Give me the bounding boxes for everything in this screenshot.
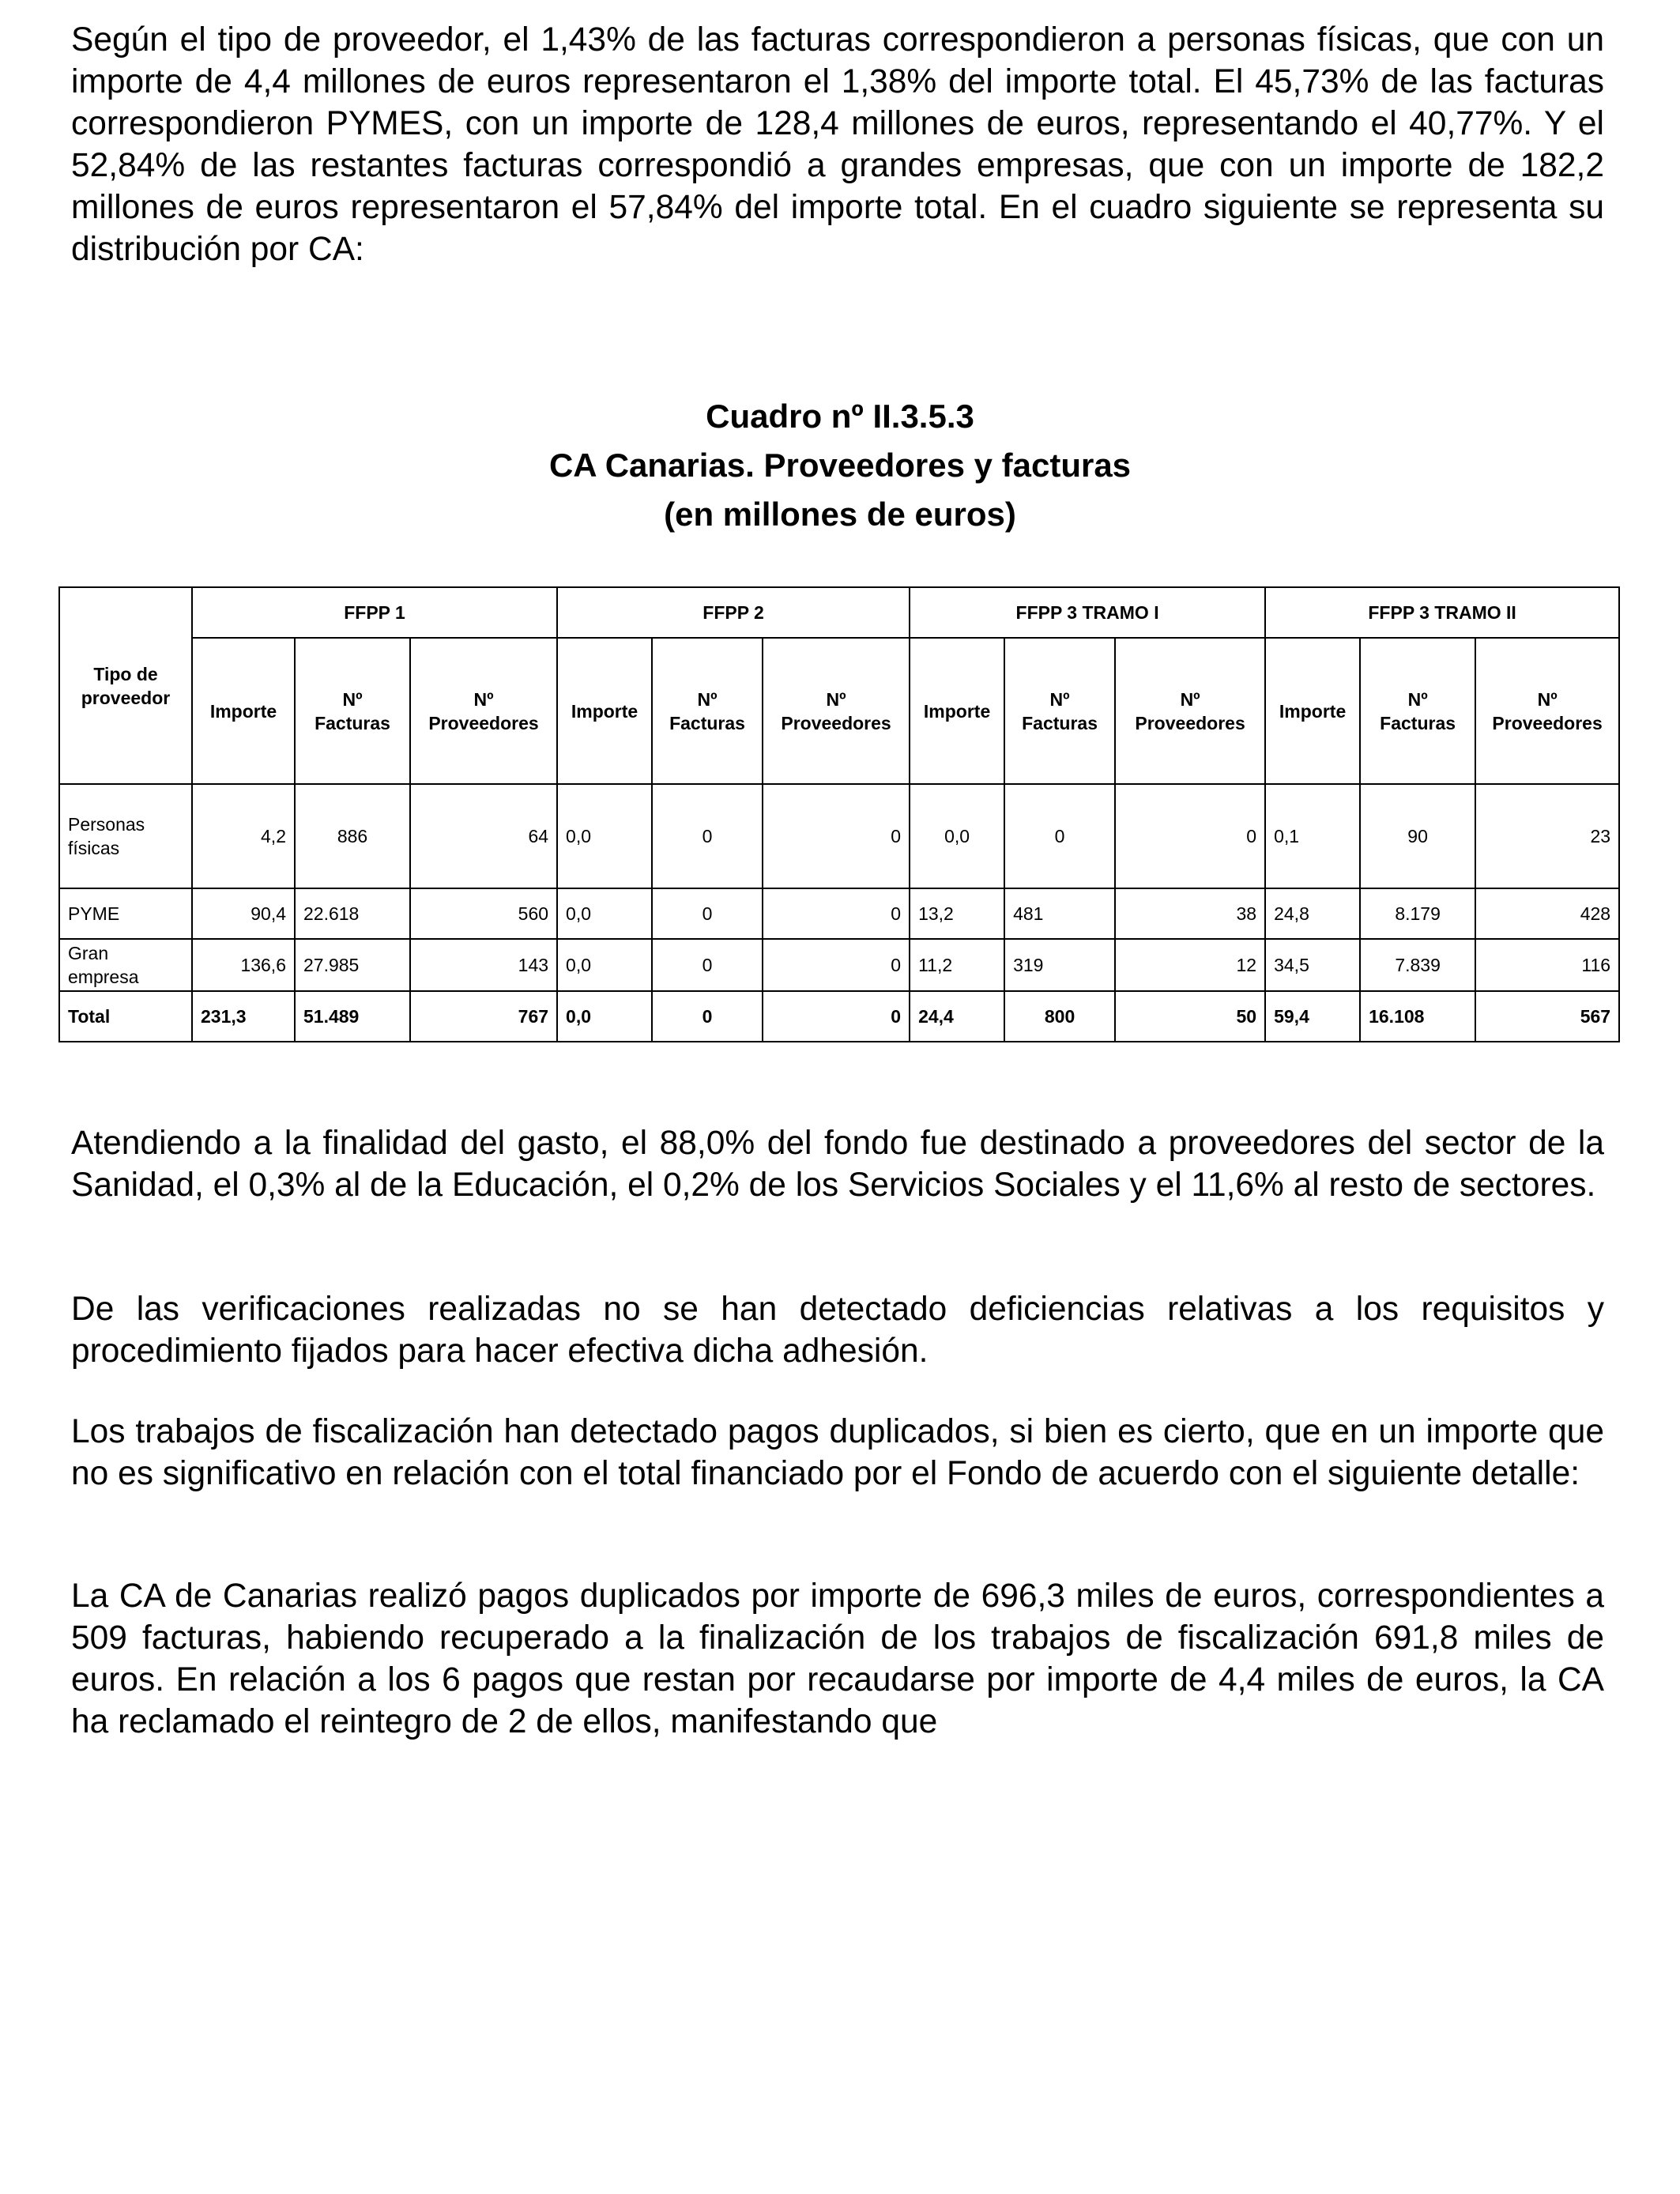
header-proveedores: Nº Proveedores — [410, 638, 557, 784]
cell: 7.839 — [1360, 939, 1475, 991]
paragraph-finalidad: Atendiendo a la finalidad del gasto, el 88,0% del fondo fue destinado a proveedores del sector de la Sanidad, el 0,3% al de la Educación, el 0,2% de los Servicios Sociales y el 11,6% al resto de sectores. — [71, 1125, 1604, 1204]
table-row-personas-fisicas — [59, 784, 1619, 888]
header-ffpp1: FFPP 1 — [192, 587, 557, 638]
header-ffpp2: FFPP 2 — [557, 587, 910, 638]
cell: 38 — [1115, 888, 1265, 939]
row-label: Total — [59, 991, 192, 1042]
cell: 0 — [652, 784, 763, 888]
cell: 0 — [763, 888, 910, 939]
cell: 116 — [1475, 939, 1619, 991]
providers-invoices-table — [58, 586, 1620, 1042]
paragraph-proveedores: Según el tipo de proveedor, el 1,43% de las facturas correspondieron a personas físicas, que con un importe de 4,4 millones de euros representaron el 1,38% del importe total. El 45,73% de las facturas correspondieron PYMES, con un importe de 128,4 millones de euros, representando el 40,77%. Y el 52,84% de las restantes facturas correspondió a grandes empresas, que con un importe de 182,2 millones de euros representaron el 57,84% del importe total. En el cuadro siguiente se representa su distribución por CA: — [71, 21, 1604, 268]
table-row-total — [59, 991, 1619, 1042]
cell: 8.179 — [1360, 888, 1475, 939]
cell: 0 — [652, 991, 763, 1042]
cell: 767 — [410, 991, 557, 1042]
row-label: PYME — [59, 888, 192, 939]
cell: 567 — [1475, 991, 1619, 1042]
header-sub-row — [59, 638, 1619, 784]
header-proveedores: Nº Proveedores — [1475, 638, 1619, 784]
table-caption: CA Canarias. Proveedores y facturas — [548, 447, 1132, 484]
header-importe: Importe — [1265, 638, 1360, 784]
paragraph-ca-canarias: La CA de Canarias realizó pagos duplicados por importe de 696,3 miles de euros, correspondientes a 509 facturas, habiendo recuperado a la finalización de los trabajos de fiscalización 691,8 miles de euros. En relación a los 6 pagos que restan por recaudarse por importe de 4,4 miles de euros, la CA ha reclamado el reintegro de 2 de ellos, manifestando que — [71, 1578, 1604, 1740]
cell: 23 — [1475, 784, 1619, 888]
cell: 13,2 — [910, 888, 1004, 939]
cell: 0 — [763, 784, 910, 888]
cell: 560 — [410, 888, 557, 939]
cell: 4,2 — [192, 784, 295, 888]
cell: 428 — [1475, 888, 1619, 939]
cell: 136,6 — [192, 939, 295, 991]
table-units: (en millones de euros) — [664, 496, 1016, 533]
table-row-gran-empresa — [59, 939, 1619, 991]
cell: 59,4 — [1265, 991, 1360, 1042]
cell: 0 — [1004, 784, 1115, 888]
paragraph-pagos-duplicados: Los trabajos de fiscalización han detectado pagos duplicados, si bien es cierto, que en un importe que no es significativo en relación con el total financiado por el Fondo de acuerdo con el siguiente detalle: — [71, 1413, 1604, 1492]
cell: 0 — [763, 939, 910, 991]
cell: 0,0 — [557, 939, 652, 991]
cell: 11,2 — [910, 939, 1004, 991]
cell: 0 — [763, 991, 910, 1042]
cell: 27.985 — [295, 939, 410, 991]
cell: 143 — [410, 939, 557, 991]
cell: 50 — [1115, 991, 1265, 1042]
paragraph-verificaciones: De las verificaciones realizadas no se han detectado deficiencias relativas a los requisitos y procedimiento fijados para hacer efectiva dicha adhesión. — [71, 1291, 1604, 1370]
cell: 0,1 — [1265, 784, 1360, 888]
row-label: Gran empresa — [59, 939, 192, 991]
cell: 886 — [295, 784, 410, 888]
header-proveedores: Nº Proveedores — [1115, 638, 1265, 784]
header-importe: Importe — [910, 638, 1004, 784]
header-importe: Importe — [192, 638, 295, 784]
cell: 319 — [1004, 939, 1115, 991]
cell: 0 — [652, 888, 763, 939]
cell: 0,0 — [910, 784, 1004, 888]
cell: 481 — [1004, 888, 1115, 939]
header-facturas: Nº Facturas — [652, 638, 763, 784]
cell: 12 — [1115, 939, 1265, 991]
header-group-row — [59, 587, 1619, 638]
cell: 24,4 — [910, 991, 1004, 1042]
cell: 24,8 — [1265, 888, 1360, 939]
cell: 0 — [652, 939, 763, 991]
row-label: Personas físicas — [59, 784, 192, 888]
header-proveedores: Nº Proveedores — [763, 638, 910, 784]
header-facturas: Nº Facturas — [1360, 638, 1475, 784]
cell: 0,0 — [557, 888, 652, 939]
cell: 64 — [410, 784, 557, 888]
cell: 0 — [1115, 784, 1265, 888]
table-number: Cuadro nº II.3.5.3 — [706, 398, 974, 435]
cell: 22.618 — [295, 888, 410, 939]
cell: 34,5 — [1265, 939, 1360, 991]
header-importe: Importe — [557, 638, 652, 784]
header-tipo: Tipo de proveedor — [59, 587, 192, 784]
table-row-pyme — [59, 888, 1619, 939]
cell: 800 — [1004, 991, 1115, 1042]
cell: 90 — [1360, 784, 1475, 888]
header-ffpp3-tramo2: FFPP 3 TRAMO II — [1265, 587, 1619, 638]
cell: 51.489 — [295, 991, 410, 1042]
cell: 231,3 — [192, 991, 295, 1042]
cell: 16.108 — [1360, 991, 1475, 1042]
table-title — [0, 392, 1680, 539]
header-ffpp3-tramo1: FFPP 3 TRAMO I — [910, 587, 1265, 638]
header-facturas: Nº Facturas — [1004, 638, 1115, 784]
cell: 0,0 — [557, 784, 652, 888]
cell: 0,0 — [557, 991, 652, 1042]
cell: 90,4 — [192, 888, 295, 939]
header-facturas: Nº Facturas — [295, 638, 410, 784]
